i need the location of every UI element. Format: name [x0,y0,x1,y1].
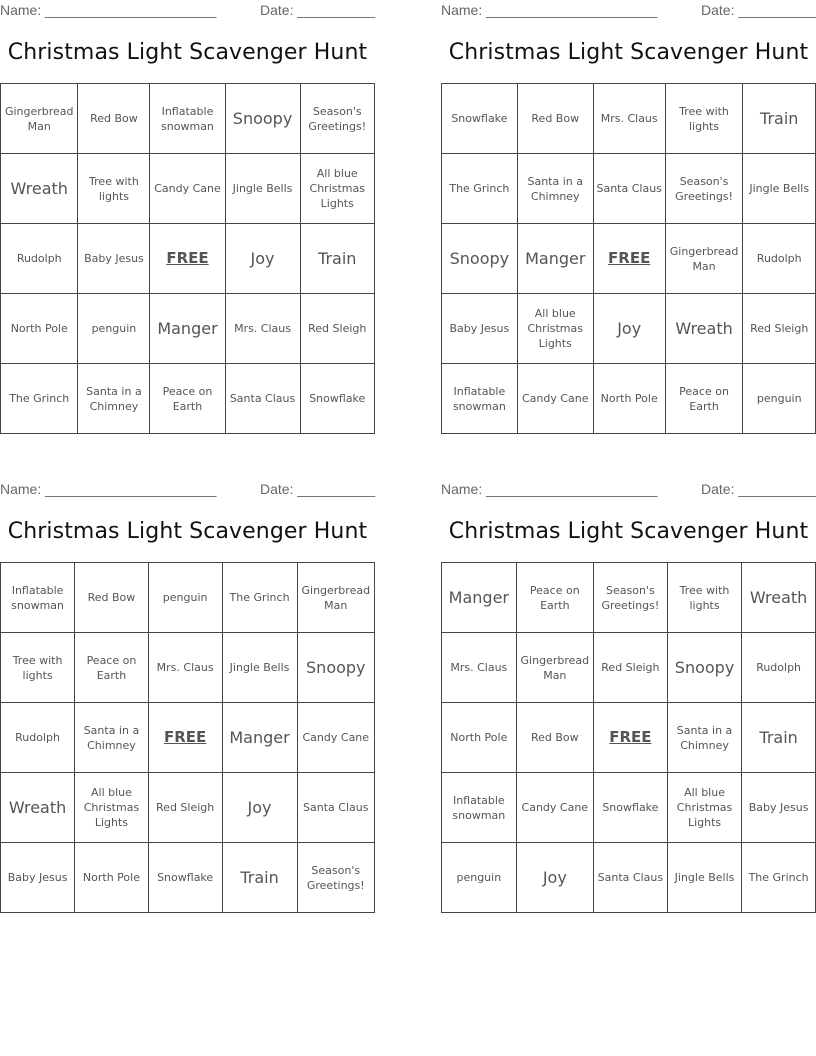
grid-cell[interactable]: Jingle Bells [743,154,816,224]
grid-cell[interactable]: Santa in a Chimney [517,154,593,224]
grid-row [442,154,816,224]
grid-cell[interactable]: Candy Cane [516,773,593,843]
grid-cell[interactable]: Red Sleigh [743,294,816,364]
grid-cell[interactable]: Inflatable snowman [442,773,517,843]
grid-cell[interactable]: Wreath [742,563,816,633]
grid-cell[interactable]: Jingle Bells [667,843,741,913]
card-header [0,0,375,22]
grid-row [1,843,375,913]
grid-cell[interactable]: Candy Cane [150,154,225,224]
grid-cell[interactable]: Red Sleigh [300,294,375,364]
grid-cell[interactable]: Season's Greetings! [297,843,374,913]
grid-row [1,294,375,364]
grid-cell[interactable]: Manger [442,563,517,633]
name-field[interactable]: Name: ______________________ [0,481,217,497]
grid-row [1,84,375,154]
grid-cell[interactable]: Baby Jesus [78,224,150,294]
grid-cell[interactable]: Train [222,843,297,913]
grid-cell[interactable]: Joy [516,843,593,913]
grid-cell[interactable]: Peace on Earth [75,633,149,703]
grid-cell[interactable]: Snoopy [442,224,518,294]
grid-cell[interactable]: Train [742,703,816,773]
grid-cell[interactable]: All blue Christmas Lights [300,154,375,224]
grid-cell[interactable]: Inflatable snowman [442,364,518,434]
grid-cell[interactable]: Candy Cane [297,703,374,773]
grid-row [442,633,816,703]
grid-row [1,773,375,843]
grid-cell[interactable]: All blue Christmas Lights [667,773,741,843]
grid-cell[interactable]: Tree with lights [665,84,743,154]
grid-cell[interactable]: Joy [593,294,665,364]
grid-cell[interactable]: Peace on Earth [516,563,593,633]
grid-cell[interactable]: penguin [78,294,150,364]
grid-cell[interactable]: penguin [743,364,816,434]
grid-cell[interactable]: The Grinch [742,843,816,913]
grid-cell[interactable]: penguin [442,843,517,913]
card-header [441,0,816,22]
grid-cell[interactable]: The Grinch [222,563,297,633]
grid-row [1,364,375,434]
grid-cell[interactable]: Santa in a Chimney [667,703,741,773]
grid-row [442,364,816,434]
free-cell[interactable]: FREE [593,703,667,773]
free-cell[interactable]: FREE [150,224,225,294]
card-title: Christmas Light Scavenger Hunt [7,519,368,544]
grid-cell[interactable]: Wreath [665,294,743,364]
grid-row [442,843,816,913]
grid-cell[interactable]: Red Bow [78,84,150,154]
grid-cell[interactable]: Train [743,84,816,154]
grid-cell[interactable]: All blue Christmas Lights [75,773,149,843]
grid-row [442,703,816,773]
grid-cell[interactable]: The Grinch [442,154,518,224]
grid-cell[interactable]: Santa Claus [593,843,667,913]
grid-cell[interactable]: Gingerbread Man [665,224,743,294]
grid-cell[interactable]: Season's Greetings! [300,84,375,154]
grid-cell[interactable]: Baby Jesus [442,294,518,364]
grid-cell[interactable]: Santa Claus [225,364,300,434]
grid-cell[interactable]: Inflatable snowman [1,563,75,633]
grid-cell[interactable]: Season's Greetings! [665,154,743,224]
grid-cell[interactable]: Santa Claus [593,154,665,224]
grid-cell[interactable]: Season's Greetings! [593,563,667,633]
grid-cell[interactable]: Snowflake [148,843,222,913]
grid-row [442,563,816,633]
grid-cell[interactable]: Manger [150,294,225,364]
card-title: Christmas Light Scavenger Hunt [7,40,368,65]
grid-row [442,84,816,154]
grid-cell[interactable]: Santa in a Chimney [78,364,150,434]
grid-cell[interactable]: North Pole [1,294,78,364]
grid-cell[interactable]: Snowflake [593,773,667,843]
grid-cell[interactable]: Jingle Bells [222,633,297,703]
grid-cell[interactable]: Wreath [1,773,75,843]
name-field[interactable]: Name: ______________________ [0,2,217,18]
grid-cell[interactable]: Snowflake [300,364,375,434]
name-field[interactable]: Name: ______________________ [441,481,658,497]
grid-row [1,154,375,224]
grid-cell[interactable]: Baby Jesus [1,843,75,913]
grid-row [1,703,375,773]
bingo-card [0,479,376,892]
grid-cell[interactable]: North Pole [593,364,665,434]
grid-row [442,773,816,843]
grid-cell[interactable]: Rudolph [743,224,816,294]
date-field[interactable]: Date: __________ [260,481,376,497]
bingo-card [441,0,816,413]
grid-row [442,294,816,364]
grid-cell[interactable]: Tree with lights [78,154,150,224]
grid-cell[interactable]: Baby Jesus [742,773,816,843]
date-field[interactable]: Date: __________ [701,481,816,497]
grid-cell[interactable]: Mrs. Claus [593,84,665,154]
card-header [0,479,375,501]
grid-cell[interactable]: Gingerbread Man [1,84,78,154]
grid-cell[interactable]: Joy [222,773,297,843]
card-title: Christmas Light Scavenger Hunt [448,40,809,65]
grid-cell[interactable]: North Pole [442,703,517,773]
grid-cell[interactable]: Snowflake [442,84,518,154]
grid-cell[interactable]: Tree with lights [667,563,741,633]
bingo-grid [441,83,816,434]
grid-cell[interactable]: Manger [222,703,297,773]
grid-cell[interactable]: Tree with lights [1,633,75,703]
grid-row [1,224,375,294]
grid-cell[interactable]: All blue Christmas Lights [517,294,593,364]
grid-cell[interactable]: Rudolph [1,703,75,773]
grid-row [1,633,375,703]
grid-cell[interactable]: Red Sleigh [148,773,222,843]
grid-cell[interactable]: The Grinch [1,364,78,434]
grid-cell[interactable]: Jingle Bells [225,154,300,224]
grid-cell[interactable]: Peace on Earth [150,364,225,434]
grid-cell[interactable]: Santa Claus [297,773,374,843]
grid-cell[interactable]: North Pole [75,843,149,913]
grid-cell[interactable]: Mrs. Claus [442,633,517,703]
grid-row [442,224,816,294]
grid-cell[interactable]: Snoopy [297,633,374,703]
grid-cell[interactable]: Manger [517,224,593,294]
date-field[interactable]: Date: __________ [260,2,376,18]
bingo-grid [441,562,816,913]
card-header [441,479,816,501]
grid-cell[interactable]: Wreath [1,154,78,224]
free-cell[interactable]: FREE [593,224,665,294]
card-title: Christmas Light Scavenger Hunt [448,519,809,544]
grid-cell[interactable]: Candy Cane [517,364,593,434]
grid-cell[interactable]: Mrs. Claus [148,633,222,703]
grid-cell[interactable]: Peace on Earth [665,364,743,434]
grid-cell[interactable]: Rudolph [1,224,78,294]
grid-cell[interactable]: Snoopy [667,633,741,703]
bingo-card [0,0,376,413]
grid-row [1,563,375,633]
free-cell[interactable]: FREE [148,703,222,773]
grid-cell[interactable]: Santa in a Chimney [75,703,149,773]
grid-cell[interactable]: Mrs. Claus [225,294,300,364]
grid-cell[interactable]: penguin [148,563,222,633]
bingo-card [441,479,816,887]
grid-cell[interactable]: Red Bow [517,84,593,154]
grid-cell[interactable]: Gingerbread Man [516,633,593,703]
grid-cell[interactable]: Rudolph [742,633,816,703]
grid-cell[interactable]: Inflatable snowman [150,84,225,154]
date-field[interactable]: Date: __________ [701,2,816,18]
grid-cell[interactable]: Red Bow [75,563,149,633]
grid-cell[interactable]: Red Bow [516,703,593,773]
bingo-grid [0,562,375,913]
grid-cell[interactable]: Gingerbread Man [297,563,374,633]
grid-cell[interactable]: Red Sleigh [593,633,667,703]
grid-cell[interactable]: Snoopy [225,84,300,154]
name-field[interactable]: Name: ______________________ [441,2,658,18]
bingo-grid [0,83,375,434]
grid-cell[interactable]: Train [300,224,375,294]
grid-cell[interactable]: Joy [225,224,300,294]
